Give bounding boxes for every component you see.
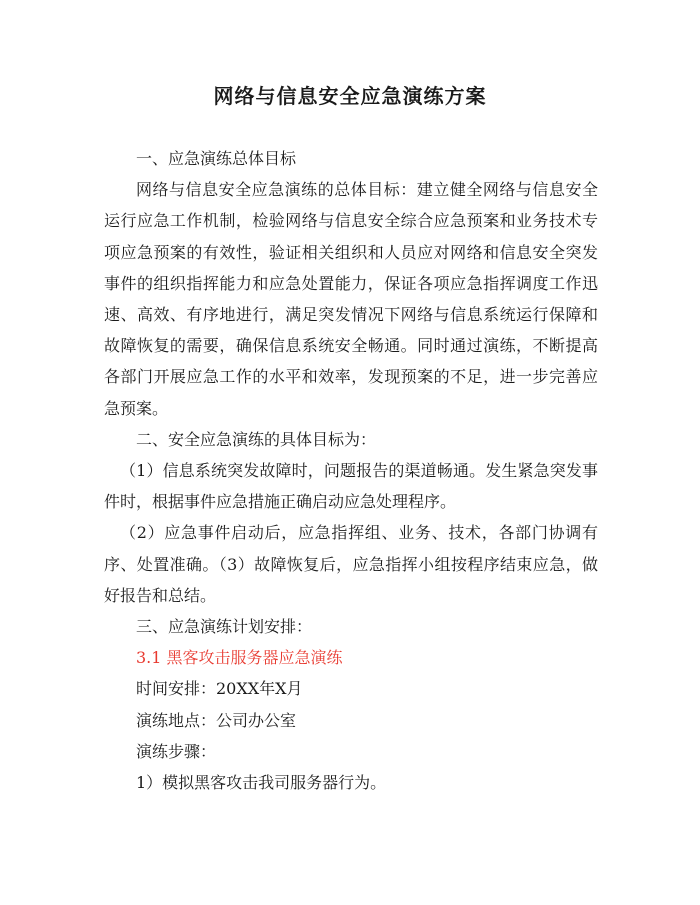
section-2-item-1: （1）信息系统突发故障时，问题报告的渠道畅通。发生紧急突发事件时，根据事件应急措施正确启动应急处理程序。: [104, 461, 598, 512]
document-title: 网络与信息安全应急演练方案: [213, 84, 487, 108]
drill-time: 时间安排：20XX年X月: [136, 679, 303, 699]
drill-place: 演练地点：公司办公室: [136, 710, 297, 730]
section-2-heading: 二、安全应急演练的具体目标为：: [136, 429, 377, 449]
section-3-subtitle: 3.1 黑客攻击服务器应急演练: [136, 648, 343, 668]
document-body: [104, 143, 598, 798]
drill-steps-label: 演练步骤：: [136, 741, 217, 761]
section-3-heading: 三、应急演练计划安排：: [136, 617, 313, 637]
section-2-item-2: （2）应急事件启动后，应急指挥组、业务、技术，各部门协调有序、处置准确。（3）故障恢复后，应急指挥小组按程序结束应急，做好报告和总结。: [104, 523, 598, 605]
drill-step-1: 1）模拟黑客攻击我司服务器行为。: [136, 773, 387, 793]
section-1-heading: 一、应急演练总体目标: [136, 149, 297, 168]
section-1-paragraph: 网络与信息安全应急演练的总体目标：建立健全网络与信息安全运行应急工作机制，检验网络与信息安全综合应急预案和业务技术专项应急预案的有效性，验证相关组织和人员应对网络和信息安全突发事件的组织指挥能力和应急处置能力，保证各项应急指挥调度工作迅速、高效、有序地进行，满足突发情况下网络与信息系统运行保障和故障恢复的需要，确保信息系统安全畅通。同时通过演练，不断提高各部门开展应急工作的水平和效率，发现预案的不足，进一步完善应急预案。: [104, 180, 598, 418]
